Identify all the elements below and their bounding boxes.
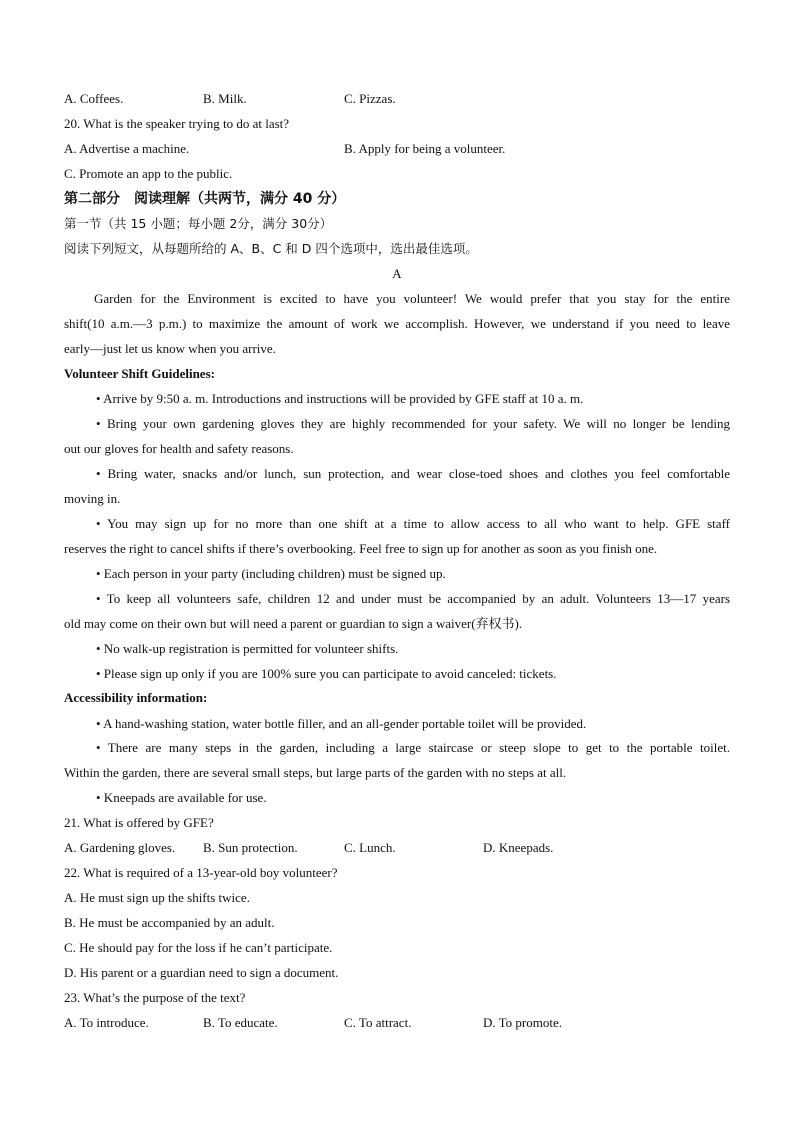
guideline-5: • Each person in your party (including children) must be signed up.: [96, 566, 446, 581]
guideline-2-line-2: out our gloves for health and safety reasons.: [64, 441, 294, 456]
accessibility-2-line-1: • There are many steps in the garden, including a large staircase or steep slope to get to the portable toilet.: [96, 740, 730, 755]
guideline-2-line-1: • Bring your own gardening gloves they are highly recommended for your safety. We will no longer be lending: [96, 416, 730, 431]
guidelines-heading: Volunteer Shift Guidelines:: [64, 366, 215, 381]
q20-option-b: B. Apply for being a volunteer.: [344, 141, 506, 156]
q20-option-a: A. Advertise a machine.: [64, 141, 190, 156]
accessibility-2-line-2: Within the garden, there are several small steps, but large parts of the garden with no steps at all.: [64, 765, 567, 780]
accessibility-heading: Accessibility information:: [64, 690, 208, 705]
q20-question: 20. What is the speaker trying to do at last?: [64, 116, 290, 131]
q22-question: 22. What is required of a 13-year-old boy volunteer?: [64, 865, 338, 880]
q19-option-b: B. Milk.: [203, 91, 247, 106]
guideline-6-line-2: old may come on their own but will need a parent or guardian to sign a waiver(弃权书).: [64, 616, 523, 631]
guideline-4-line-2: reserves the right to cancel shifts if there’s overbooking. Feel free to sign up for another as soon as you finish one.: [64, 541, 658, 556]
q23-option-b: B. To educate.: [203, 1015, 278, 1030]
passage-label: A: [392, 266, 402, 281]
guideline-3-line-1: • Bring water, snacks and/or lunch, sun protection, and wear close-toed shoes and clothes you feel comfortable: [96, 466, 730, 481]
section-instruction: 阅读下列短文，从每题所给的 A、B、C 和 D 四个选项中，选出最佳选项。: [64, 241, 478, 256]
intro-line-1: Garden for the Environment is excited to have you volunteer! We would prefer that you stay for the entire: [94, 291, 730, 306]
q21-question: 21. What is offered by GFE?: [64, 815, 214, 830]
q22-option-a: A. He must sign up the shifts twice.: [64, 890, 250, 905]
section-title: 第二部分 阅读理解（共两节，满分 40 分）: [64, 191, 346, 207]
accessibility-1: • A hand-washing station, water bottle filler, and an all-gender portable toilet will be provided.: [96, 716, 587, 731]
q21-option-c: C. Lunch.: [344, 840, 396, 855]
guideline-4-line-1: • You may sign up for no more than one shift at a time to allow access to all who want to help. GFE staff: [96, 516, 730, 531]
q22-option-b: B. He must be accompanied by an adult.: [64, 915, 275, 930]
q19-option-c: C. Pizzas.: [344, 91, 396, 106]
guideline-6-line-1: • To keep all volunteers safe, children 12 and under must be accompanied by an adult. Volunteers 13—17 years: [96, 591, 730, 606]
q21-option-a: A. Gardening gloves.: [64, 840, 176, 855]
q21-option-b: B. Sun protection.: [203, 840, 298, 855]
intro-line-3: early—just let us know when you arrive.: [64, 341, 276, 356]
q21-option-d: D. Kneepads.: [483, 840, 554, 855]
intro-line-2: shift(10 a.m.—3 p.m.) to maximize the amount of work we accomplish. However, we understand if you need to leave: [64, 316, 730, 331]
section-subtitle: 第一节（共 15 小题；每小题 2分，满分 30分）: [64, 216, 333, 231]
q23-option-d: D. To promote.: [483, 1015, 563, 1030]
accessibility-3: • Kneepads are available for use.: [96, 790, 267, 805]
q22-option-d: D. His parent or a guardian need to sign a document.: [64, 965, 339, 980]
guideline-7: • No walk-up registration is permitted for volunteer shifts.: [96, 641, 399, 656]
guideline-8: • Please sign up only if you are 100% sure you can participate to avoid canceled: tickets.: [96, 666, 557, 681]
q23-option-a: A. To introduce.: [64, 1015, 149, 1030]
q23-question: 23. What’s the purpose of the text?: [64, 990, 246, 1005]
guideline-1: • Arrive by 9:50 a. m. Introductions and instructions will be provided by GFE staff at 10 a. m.: [96, 391, 584, 406]
q23-option-c: C. To attract.: [344, 1015, 412, 1030]
q20-option-c: C. Promote an app to the public.: [64, 166, 233, 181]
q19-option-a: A. Coffees.: [64, 91, 124, 106]
q22-option-c: C. He should pay for the loss if he can’t participate.: [64, 940, 333, 955]
guideline-3-line-2: moving in.: [64, 491, 121, 506]
